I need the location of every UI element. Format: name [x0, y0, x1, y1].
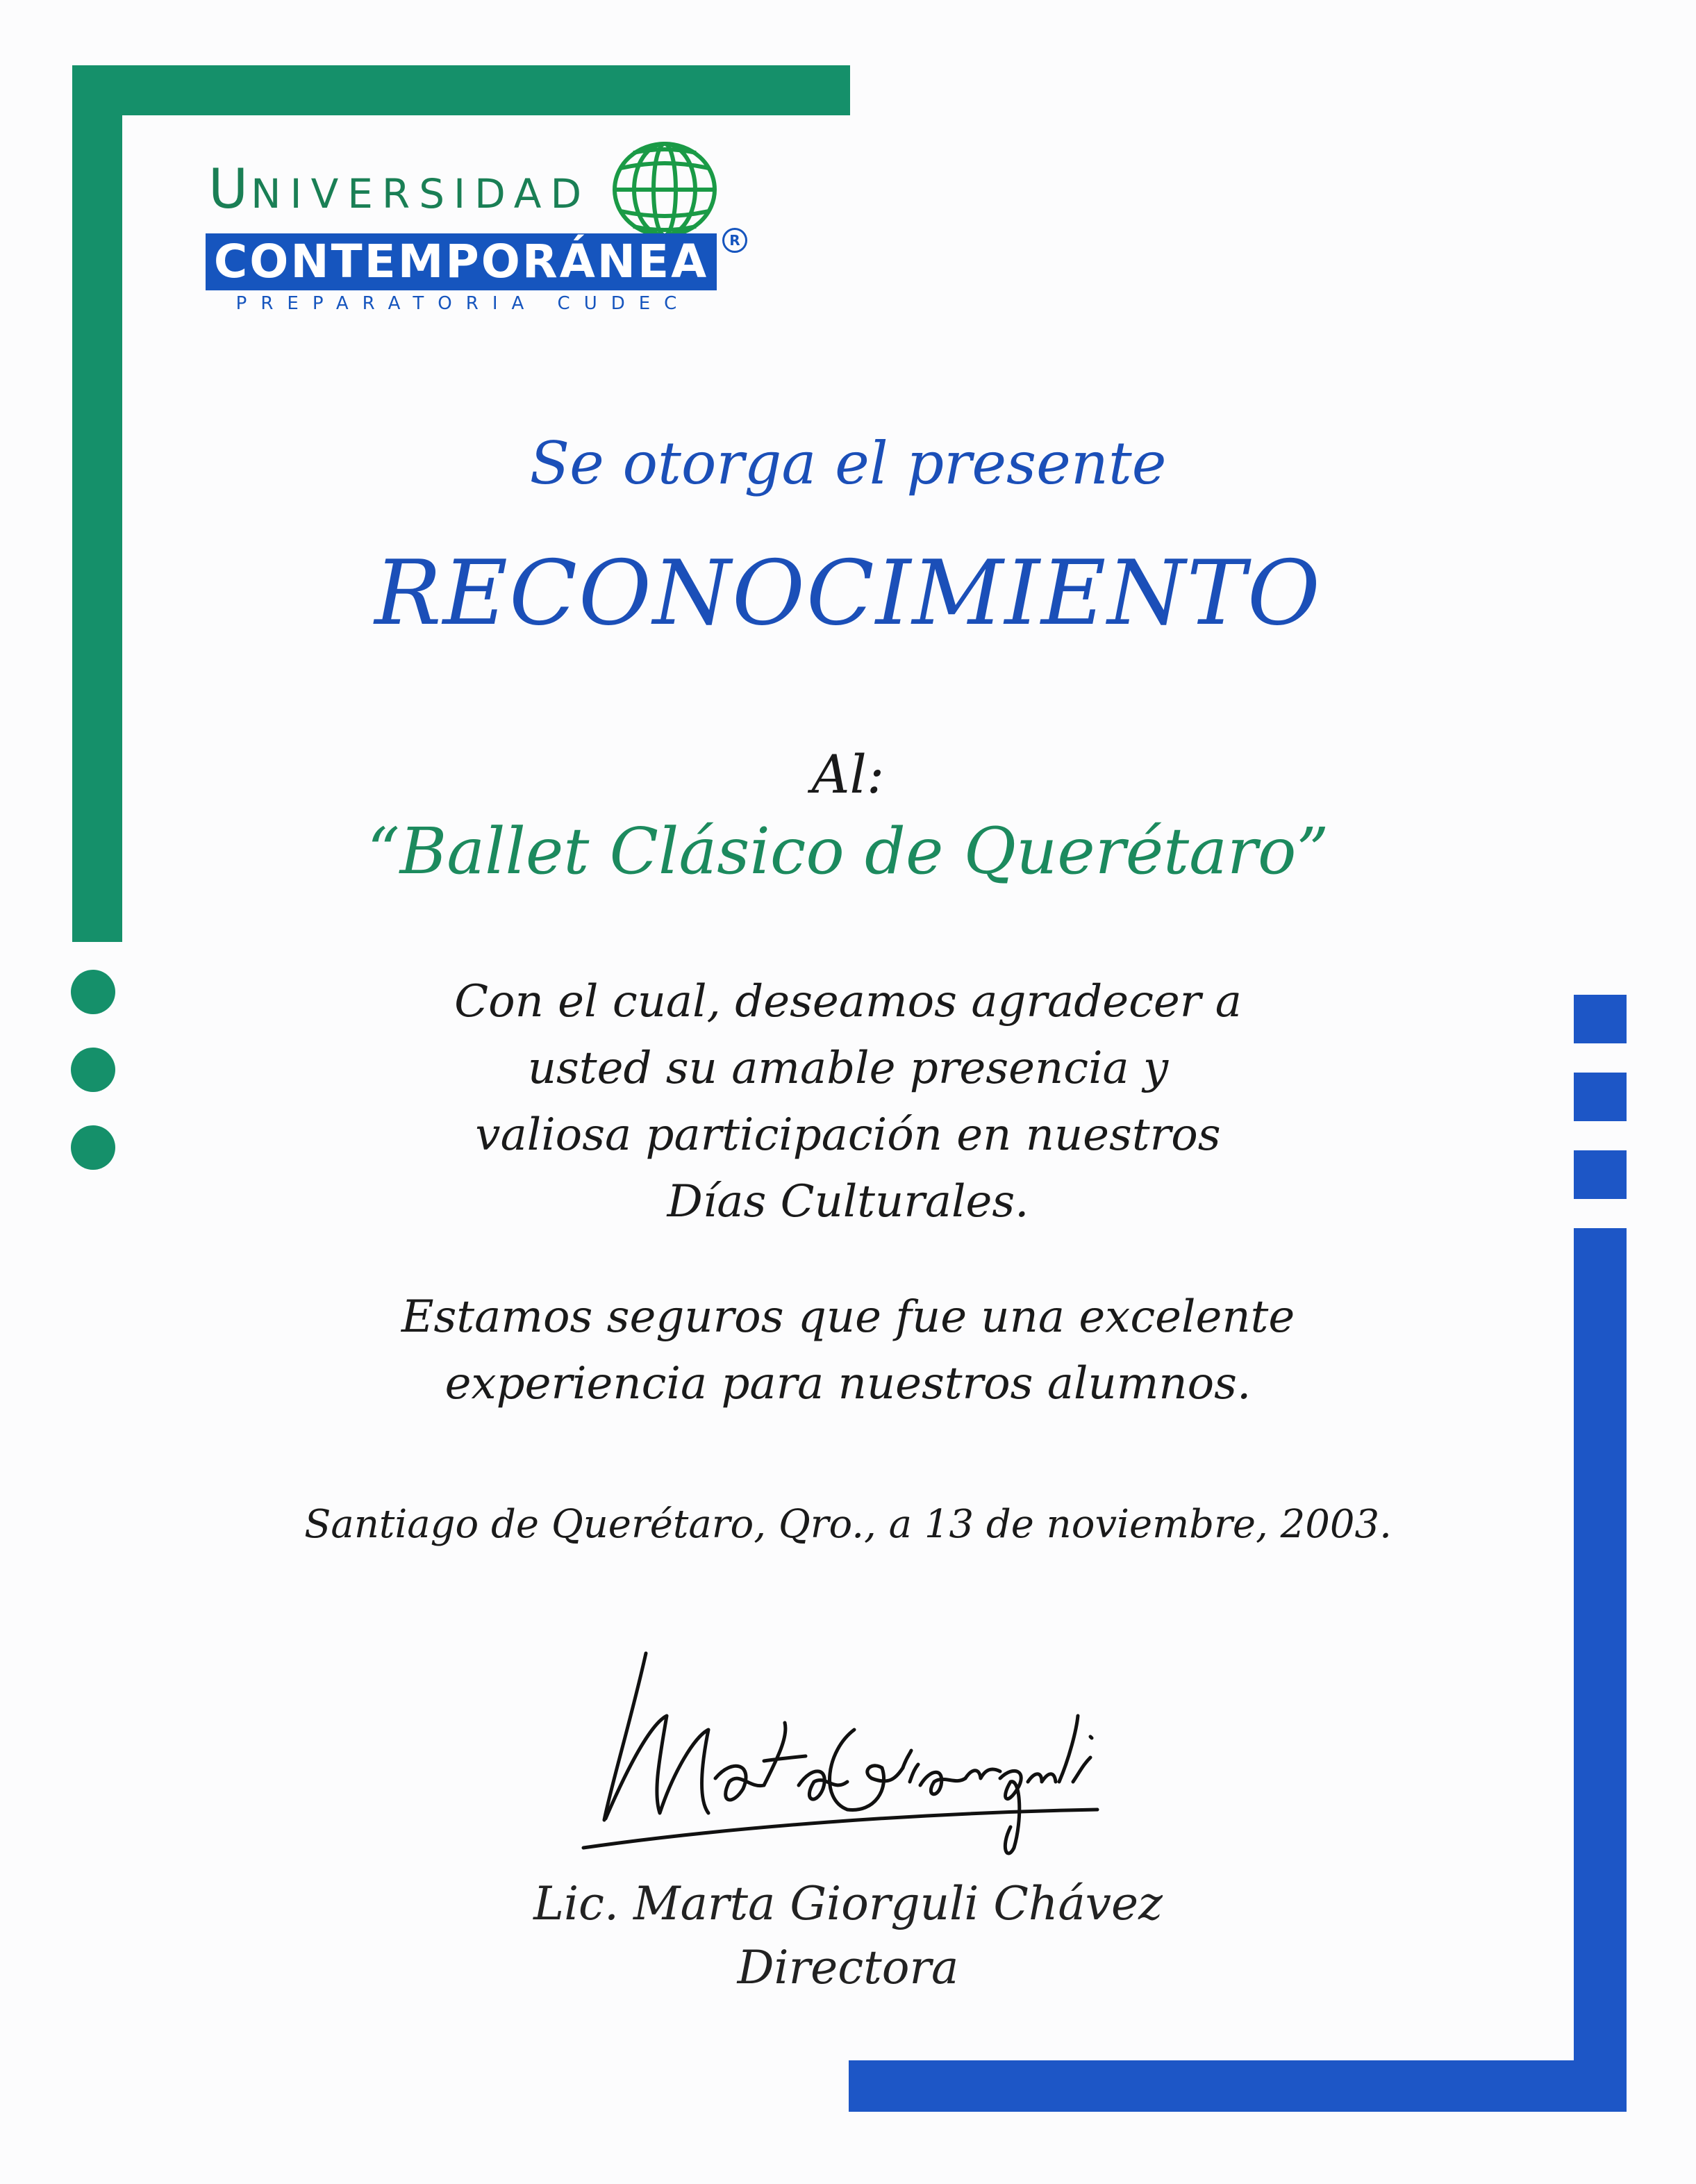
recipient-label: Al: [811, 743, 885, 805]
registered-icon: R [722, 228, 747, 253]
closing-line-1: Estamos seguros que fue una excelente [401, 1291, 1295, 1343]
recipient-name: “Ballet Clásico de Querétaro” [367, 814, 1329, 888]
logo-subtitle: PREPARATORIA CUDEC [235, 293, 691, 314]
intro-text: Se otorga el presente [529, 429, 1167, 497]
top-green-bar [72, 65, 850, 115]
bottom-blue-bar [849, 2060, 1627, 2112]
closing-paragraph [0, 1284, 1696, 1417]
left-green-bar [72, 65, 122, 942]
signatory-role: Directora [737, 1941, 959, 1994]
closing-line-2: experiencia para nuestros alumnos. [444, 1358, 1252, 1409]
body-line-2: usted su amable presencia y [527, 1043, 1169, 1094]
logo-university-word: UNIVERSIDAD [208, 158, 591, 221]
body-line-4: Días Culturales. [667, 1176, 1029, 1227]
body-line-3: valiosa participación en nuestros [475, 1109, 1221, 1161]
globe-icon [606, 138, 724, 242]
signatory-name: Lic. Marta Giorguli Chávez [533, 1877, 1163, 1930]
certificate-title: RECONOCIMIENTO [374, 542, 1322, 645]
logo-name-banner: CONTEMPORÁNEA [206, 233, 717, 290]
body-paragraph [0, 968, 1696, 1235]
place-date: Santiago de Querétaro, Qro., a 13 de noviembre, 2003. [304, 1502, 1392, 1547]
body-line-1: Con el cual, deseamos agradecer a [454, 976, 1242, 1027]
handwritten-signature [556, 1639, 1125, 1869]
